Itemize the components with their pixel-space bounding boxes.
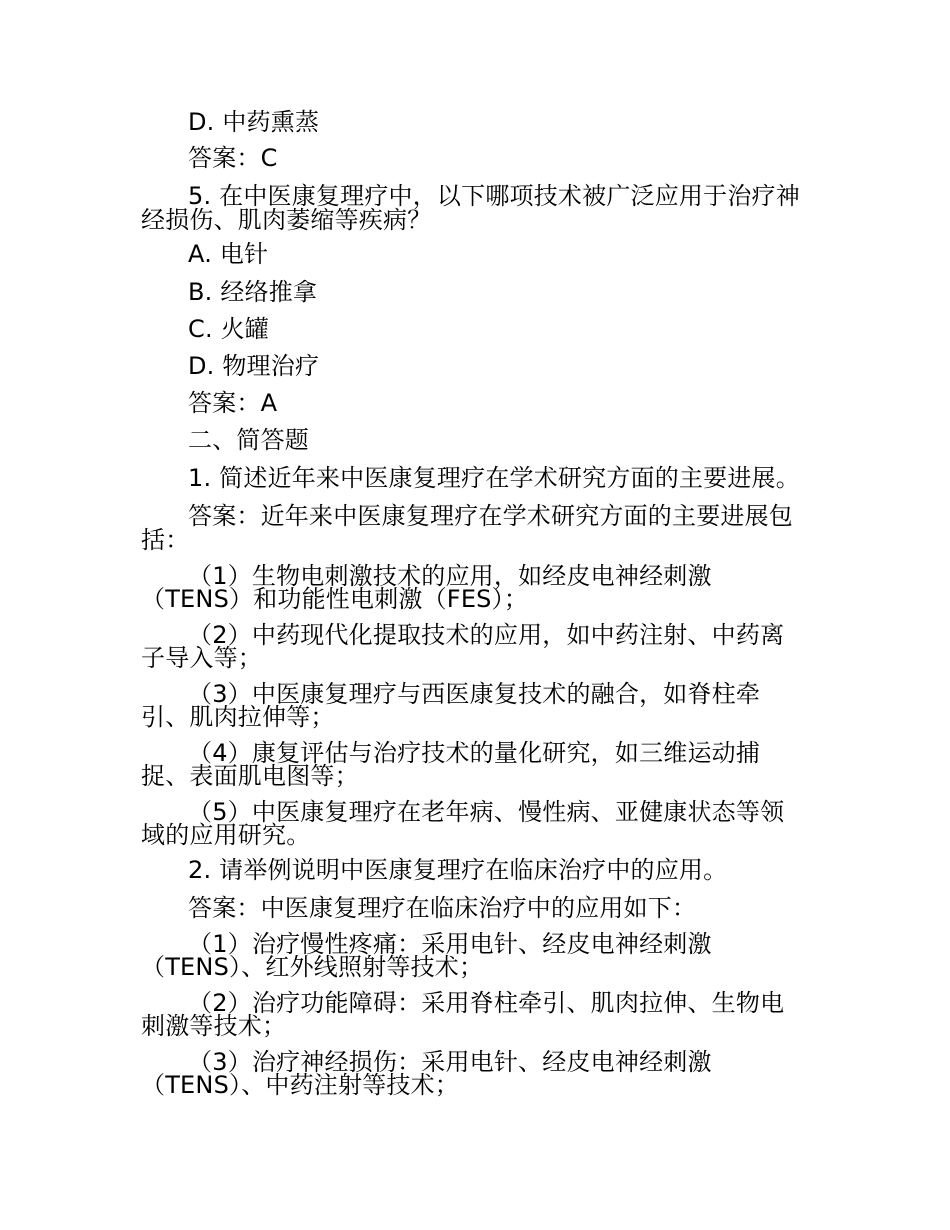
answer-1-item-3-line-1: （3）中医康复理疗与西医康复技术的融合，如脊柱牵 [188,680,761,708]
answer-2-item-2-line-2: 刺激等技术； [141,1012,287,1040]
answer-2-intro: 答案：中医康复理疗在临床治疗中的应用如下： [188,894,697,922]
answer-1-item-4-line-2: 捉、表面肌电图等； [141,762,359,790]
answer-2-item-3-line-2: （TENS）、中药注射等技术； [141,1071,460,1099]
answer-2-item-1-line-1: （1）治疗慢性疼痛：采用电针、经皮电神经刺激 [188,930,712,958]
answer-1-item-1-line-1: （1）生物电刺激技术的应用，如经皮电神经刺激 [188,562,712,590]
answer-1-item-2-line-2: 子导入等； [141,644,262,672]
answer-1-intro-line-1: 答案：近年来中医康复理疗在学术研究方面的主要进展包 [188,502,793,530]
answer-1-intro-line-2: 括： [141,526,190,554]
short-question-2: 2. 请举例说明中医康复理疗在临床治疗中的应用。 [188,856,728,884]
option-a-electroacupuncture: A. 电针 [188,240,269,268]
option-d-herbal-fumigation: D. 中药熏蒸 [188,108,320,136]
answer-1-item-4-line-1: （4）康复评估与治疗技术的量化研究，如三维运动捕 [188,739,761,767]
answer-2-item-1-line-2: （TENS）、红外线照射等技术； [141,953,484,981]
answer-a: 答案：A [188,389,278,417]
question-5-line-2: 经损伤、肌肉萎缩等疾病？ [141,206,432,234]
question-5-line-1: 5. 在中医康复理疗中，以下哪项技术被广泛应用于治疗神 [188,182,800,210]
answer-1-item-1-line-2: （TENS）和功能性电刺激（FES）； [141,585,529,613]
answer-2-item-2-line-1: （2）治疗功能障碍：采用脊柱牵引、肌肉拉伸、生物电 [188,989,785,1017]
answer-1-item-5-line-2: 域的应用研究。 [141,821,311,849]
answer-1-item-5-line-1: （5）中医康复理疗在老年病、慢性病、亚健康状态等领 [188,798,785,826]
option-d-physical-therapy: D. 物理治疗 [188,352,320,380]
answer-2-item-3-line-1: （3）治疗神经损伤：采用电针、经皮电神经刺激 [188,1048,712,1076]
short-question-1: 1. 简述近年来中医康复理疗在学术研究方面的主要进展。 [188,464,800,492]
answer-c: 答案：C [188,144,278,172]
option-c-cupping: C. 火罐 [188,315,270,343]
option-b-meridian-massage: B. 经络推拿 [188,278,318,306]
section-heading-short-answer: 二、简答题 [188,426,309,454]
answer-1-item-2-line-1: （2）中药现代化提取技术的应用，如中药注射、中药离 [188,621,785,649]
answer-1-item-3-line-2: 引、肌肉拉伸等； [141,703,335,731]
